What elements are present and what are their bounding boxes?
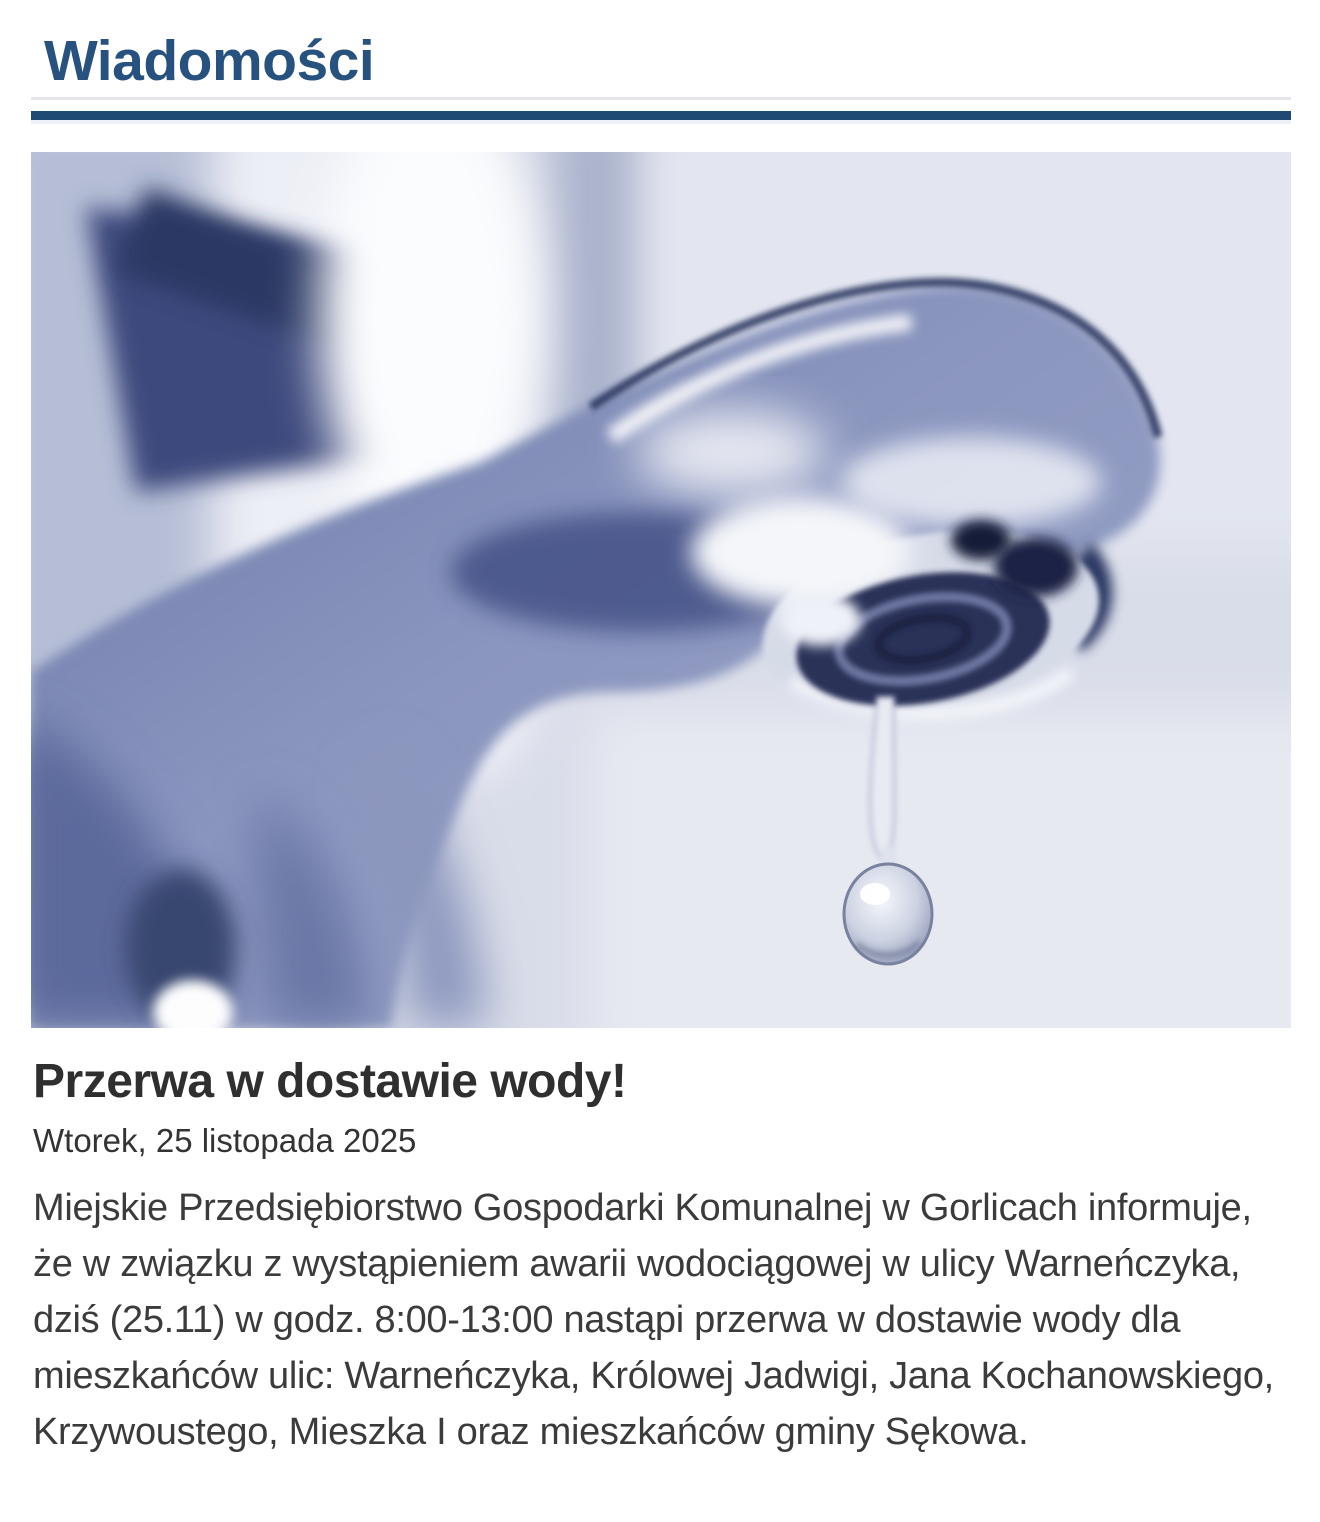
page-container	[31, 0, 1291, 1460]
page-title: Wiadomości	[44, 29, 375, 93]
header-navy-divider	[31, 111, 1291, 124]
article-date: Wtorek, 25 listopada 2025	[33, 1121, 417, 1159]
header-thin-divider	[31, 97, 1291, 100]
article-title: Przerwa w dostawie wody!	[33, 1054, 627, 1108]
section-header	[31, 0, 1291, 124]
faucet-photo	[31, 152, 1291, 1028]
article-image	[31, 152, 1291, 1028]
article-body: Miejskie Przedsiębiorstwo Gospodarki Komunalnej w Gorlicach informuje, że w związku z wystąpieniem awarii wodociągowej w ulicy Warneńczyka, dziś (25.11) w godz. 8:00-13:00 nastąpi przerwa w dostawie wody dla mieszkańców ulic: Warneńczyka, Królowej Jadwigi, Jana Kochanowskiego, Krzywoustego, Mieszka I oraz mieszkańców gminy Sękowa.	[33, 1187, 1274, 1454]
